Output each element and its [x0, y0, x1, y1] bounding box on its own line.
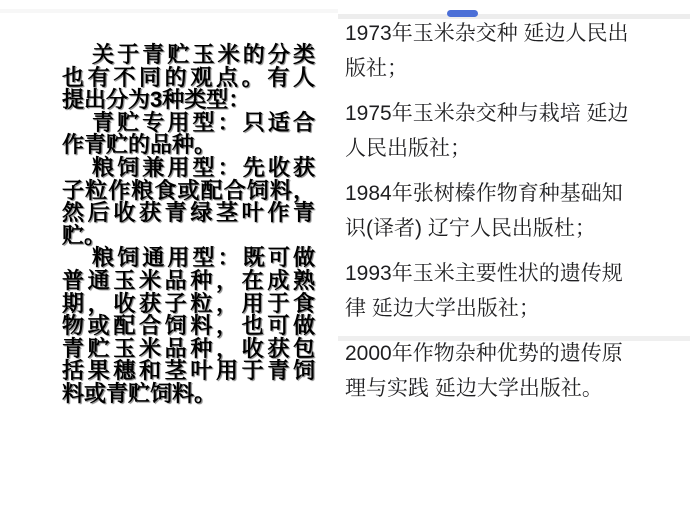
publication-item-1973 [345, 16, 645, 86]
text-line: 青贮专用型：只适合 [92, 109, 315, 135]
publication-line: 人民出版社； [345, 137, 471, 160]
publication-item-2000 [345, 336, 645, 406]
text-line: 括果穗和茎叶用于青饲 [62, 358, 315, 384]
text-line: 粮饲兼用型：先收获 [92, 154, 315, 180]
text-line: 期，收获子粒，用于食 [62, 290, 315, 316]
text-line: 青贮玉米品种，收获包 [62, 335, 315, 361]
publication-line: 识(译者) 辽宁人民出版杜； [345, 217, 596, 240]
publication-item-1993 [345, 256, 645, 326]
publication-line: 版社； [345, 57, 408, 80]
publication-item-1984 [345, 176, 645, 246]
separator-band-left [0, 9, 338, 13]
publication-line: 1993年玉米主要性状的遗传规 [345, 262, 623, 285]
text-line: 贮。 [62, 222, 107, 248]
text-line: 料或青贮饲料。 [62, 380, 217, 406]
publication-item-1975 [345, 96, 645, 166]
publication-line: 理与实践 延边大学出版社。 [345, 377, 603, 400]
text-line: 提出分为3种类型： [62, 87, 251, 113]
publication-line: 1975年玉米杂交种与栽培 延边 [345, 102, 629, 125]
text-line: 也有不同的观点。有人 [62, 64, 315, 90]
publications-list [345, 16, 645, 416]
text-line: 然后收获青绿茎叶作青 [62, 200, 315, 226]
publication-line: 2000年作物杂种优势的遗传原 [345, 342, 623, 365]
silage-corn-text-block [62, 44, 315, 406]
text-line: 粮饲通用型：既可做 [92, 245, 315, 271]
publication-line: 1984年张树榛作物育种基础知 [345, 182, 623, 205]
publication-line: 1973年玉米杂交种 延边人民出 [345, 22, 629, 45]
text-line: 作青贮的品种。 [62, 132, 217, 158]
text-line: 物或配合饲料，也可做 [62, 313, 315, 339]
publication-line: 律 延边大学出版社； [345, 297, 540, 320]
text-line: 普通玉米品种，在成熟 [62, 267, 315, 293]
text-line: 子粒作粮食或配合饲料， [62, 177, 315, 203]
text-line: 关于青贮玉米的分类 [92, 42, 315, 67]
